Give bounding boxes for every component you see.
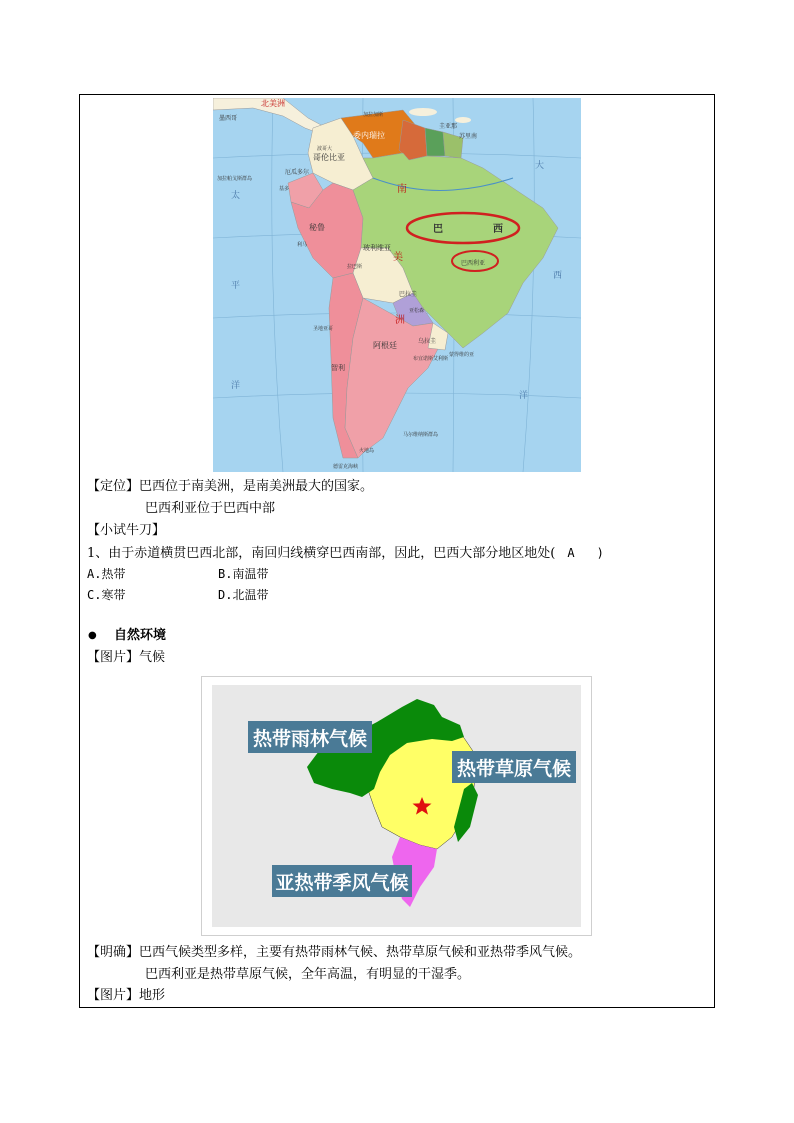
label-asuncion: 亚松森 — [409, 308, 425, 314]
label-suriname: 苏里南 — [459, 133, 478, 140]
label-argentina: 阿根廷 — [373, 341, 397, 350]
label-peru: 秘鲁 — [309, 223, 325, 232]
locate-tag: 【定位】 — [87, 479, 140, 494]
label-buenos-aires: 布宜诺斯艾利斯 — [413, 356, 449, 362]
clarify-text: 巴西气候类型多样，主要有热带雨林气候、热带草原气候和亚热带季风气候。 — [139, 945, 582, 960]
label-rainforest: 热带雨林气候 — [252, 728, 368, 750]
question-close: ) — [596, 546, 604, 560]
label-south: 南 — [397, 184, 407, 195]
label-pacific-2: 平 — [231, 281, 241, 291]
label-tierra: 火地岛 — [359, 448, 375, 454]
label-drake: 德雷克海峡 — [333, 464, 359, 470]
label-pacific-1: 太 — [231, 191, 241, 201]
label-savanna: 热带草原气候 — [456, 758, 572, 780]
label-uruguay: 乌拉圭 — [418, 338, 437, 345]
label-bolivia: 玻利维亚 — [363, 244, 391, 252]
label-monsoon: 亚热带季风气候 — [275, 872, 409, 894]
label-brazil-2: 西 — [493, 224, 503, 235]
label-bogota: 波哥大 — [317, 146, 333, 152]
label-santiago: 圣地亚哥 — [313, 326, 334, 332]
label-mexico: 墨西哥 — [219, 115, 238, 122]
clarify-line — [87, 945, 581, 961]
label-galapagos: 加拉帕戈斯群岛 — [217, 176, 253, 182]
question-text: 1、由于赤道横贯巴西北部，南回归线横穿巴西南部，因此，巴西大部分地区地处( — [87, 546, 556, 561]
option-b: B.南温带 — [218, 567, 269, 581]
picture-line — [87, 650, 165, 666]
label-brasilia: 巴西利亚 — [461, 260, 486, 267]
label-america: 美 — [393, 252, 403, 263]
section-heading: 自然环境 — [114, 628, 167, 643]
label-falkland: 马尔维纳斯群岛 — [403, 432, 439, 438]
label-guyana: 圭亚那 — [439, 123, 458, 130]
label-atlantic-2: 西 — [553, 271, 563, 281]
brasilia-line: 巴西利亚位于巴西中部 — [145, 501, 276, 516]
question-answer: A — [567, 546, 575, 560]
picture-label-2: 地形 — [139, 988, 166, 1003]
label-paraguay: 巴拉圭 — [399, 291, 418, 298]
label-lima: 利马 — [297, 242, 308, 248]
label-colombia: 哥伦比亚 — [313, 153, 345, 162]
label-atlantic-3: 洋 — [519, 391, 529, 401]
label-caracas: 加拉加斯 — [363, 112, 384, 118]
quiz-tag: 【小试牛刀】 — [87, 523, 166, 538]
picture-label: 气候 — [139, 650, 166, 665]
brazil-climate-map — [201, 676, 592, 936]
label-atlantic-1: 大 — [535, 161, 545, 171]
south-america-map — [213, 98, 581, 472]
label-brazil-1: 巴 — [433, 224, 443, 235]
label-pacific-3: 洋 — [231, 381, 241, 391]
picture-tag-2: 【图片】 — [87, 988, 140, 1003]
label-montevideo: 蒙得维的亚 — [449, 352, 475, 358]
label-zhou: 洲 — [395, 315, 405, 326]
locate-text: 巴西位于南美洲，是南美洲最大的国家。 — [139, 479, 374, 494]
picture-tag: 【图片】 — [87, 650, 140, 665]
clarify-tag: 【明确】 — [87, 945, 140, 960]
label-ecuador: 厄瓜多尔 — [285, 169, 310, 176]
locate-line — [87, 479, 373, 495]
option-a: A.热带 — [87, 567, 126, 581]
label-quito: 基多 — [279, 186, 290, 192]
picture-line-2 — [87, 988, 165, 1004]
label-chile: 智利 — [331, 364, 345, 372]
option-d: D.北温带 — [218, 588, 269, 602]
bullet-icon: ● — [88, 630, 97, 641]
option-c: C.寒带 — [87, 588, 126, 602]
question-line — [87, 545, 604, 562]
clarify-line-2: 巴西利亚是热带草原气候，全年高温，有明显的干湿季。 — [145, 967, 471, 982]
label-venezuela: 委内瑞拉 — [353, 131, 385, 140]
label-north-america: 北美洲 — [261, 99, 285, 108]
label-la-paz: 拉巴斯 — [347, 264, 363, 270]
